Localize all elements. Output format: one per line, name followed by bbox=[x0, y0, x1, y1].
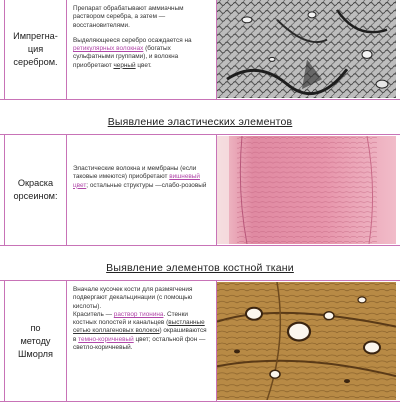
schmorl-step-2: Краситель — раствор тионина. Стенки костных полостей и канальцев (выстланные сетью коллагеновых волокон) окрашиваются в темно-коричневый цвет; остальной фон — светло-коричневый. bbox=[73, 310, 207, 352]
method-label-schmorl: по методу Шморля bbox=[4, 281, 67, 401]
black-color-term: черный bbox=[113, 61, 136, 69]
micrograph-silver bbox=[217, 0, 396, 98]
silver-stained-tissue-image bbox=[217, 0, 396, 98]
collagen-fibers-term: выстланные сетью коллагеновых волокон bbox=[73, 319, 205, 335]
reticular-fibers-link[interactable]: ретикулярных волокнах bbox=[73, 45, 144, 53]
row-schmorl bbox=[0, 280, 400, 402]
orcein-text: Эластические волокна и мембраны (если таковые имеются) приобретают вишневый цвет; остальные структуры —слабо-розовый bbox=[73, 165, 207, 189]
dark-brown-link[interactable]: темно-коричневый bbox=[78, 335, 134, 343]
row-orcein bbox=[0, 134, 400, 246]
description-orcein bbox=[67, 135, 217, 245]
cherry-color-link[interactable]: вишневый цвет bbox=[73, 173, 200, 189]
orcein-stained-tissue-image bbox=[217, 136, 396, 244]
heading-elastic: Выявление эластических элементов bbox=[107, 116, 293, 128]
method-label-orcein: Окраска орсеином: bbox=[4, 135, 67, 245]
silver-step-1: Препарат обрабатывают аммиачным раствором серебра, а затем — восстановителями. bbox=[73, 5, 184, 29]
micrograph-bone bbox=[217, 282, 396, 400]
description-schmorl bbox=[67, 281, 217, 401]
silver-step-2: Выделяющееся серебро осаждается на ретикулярных волокнах (богатых сульфатными группами), и волокна приобретают черный цвет. bbox=[73, 36, 192, 69]
heading-bone: Выявление элементов костной ткани bbox=[106, 262, 294, 274]
thionine-solution-link[interactable]: раствор тионина bbox=[113, 310, 164, 318]
bone-tissue-image bbox=[217, 282, 396, 400]
micrograph-orcein bbox=[217, 136, 396, 244]
row-silver-impregnation bbox=[0, 0, 400, 100]
description-silver bbox=[67, 0, 217, 99]
method-label-silver: Импрегна- ция серебром. bbox=[4, 0, 67, 99]
schmorl-step-1: Вначале кусочек кости для размягчения подвергают декальцинации (с помощью кислоты). bbox=[73, 286, 193, 310]
